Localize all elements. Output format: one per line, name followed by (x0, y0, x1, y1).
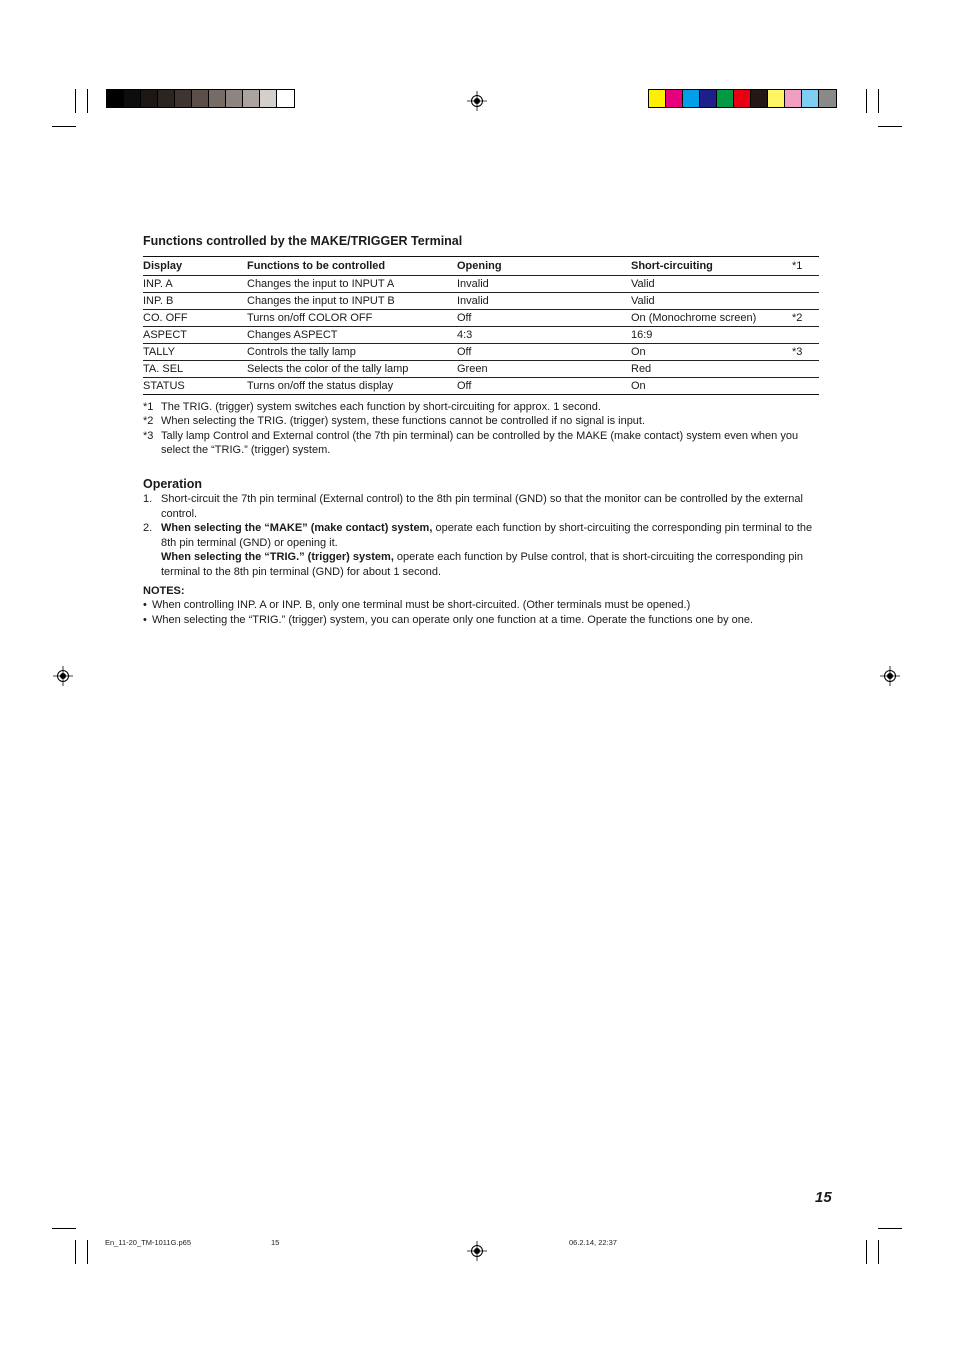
column-header: Opening (457, 257, 631, 276)
table-cell: Off (457, 310, 631, 327)
step-body (161, 521, 823, 579)
color-swatch (107, 90, 124, 107)
registration-mark-icon (467, 1241, 487, 1261)
step-text: Short-circuit the 7th pin terminal (External control) to the 8th pin terminal (GND) so that the monitor can be controlled by the external control. (161, 493, 803, 520)
table-cell (792, 378, 819, 395)
make-text: operate each function by short-circuiting the corresponding pin terminal to the 8th pin terminal (GND) or opening it. (161, 522, 813, 549)
table-cell: On (631, 344, 792, 361)
table-cell: Green (457, 361, 631, 378)
table-cell: Invalid (457, 293, 631, 310)
color-swatch (209, 90, 226, 107)
table-cell: STATUS (143, 378, 247, 395)
footnote-mark: *3 (143, 429, 154, 442)
color-swatch (819, 90, 836, 107)
table-row (143, 293, 819, 310)
column-header: Short-circuiting (631, 257, 792, 276)
step-number: 1. (143, 493, 153, 505)
table-row (143, 310, 819, 327)
crop-mark (75, 89, 76, 113)
table-cell: 4:3 (457, 327, 631, 344)
crop-mark (866, 1240, 867, 1264)
footnote-mark: *1 (143, 401, 154, 413)
table-cell: Invalid (457, 276, 631, 293)
footnote-text: When selecting the TRIG. (trigger) system, these functions cannot be controlled if no signal is input. (161, 415, 646, 428)
notes-list (143, 598, 833, 628)
table-cell: On (Monochrome screen) (631, 310, 792, 327)
footnote-text: Tally lamp Control and External control (the 7th pin terminal) can be controlled by the MAKE (make contact) system even when you select the “TRIG.” (trigger) system. (161, 429, 799, 456)
bullet: • (143, 599, 147, 611)
table-row (143, 378, 819, 395)
table-cell: TALLY (143, 344, 247, 361)
color-swatch (124, 90, 141, 107)
color-swatch (243, 90, 260, 107)
crop-mark (878, 89, 879, 113)
column-header: Display (143, 257, 247, 276)
table-cell: INP. A (143, 276, 247, 293)
color-swatch (700, 90, 717, 107)
operation-step (143, 521, 823, 579)
operation-list (143, 492, 823, 580)
table-cell: Turns on/off the status display (247, 378, 457, 395)
table-cell (792, 361, 819, 378)
table-cell: Changes the input to INPUT B (247, 293, 457, 310)
column-header: *1 (792, 257, 819, 276)
slug-file: En_11-20_TM-1011G.p65 (105, 1238, 192, 1247)
color-swatch (226, 90, 243, 107)
slug-page: 15 (271, 1238, 280, 1247)
table-row (143, 276, 819, 293)
footnote (143, 429, 823, 458)
footnote (143, 414, 823, 428)
registration-mark-icon (467, 91, 487, 111)
table-cell: *2 (792, 310, 819, 327)
functions-table (143, 256, 819, 395)
crop-mark (878, 1240, 879, 1264)
gray-scale-bar (106, 89, 295, 108)
table-cell: Off (457, 344, 631, 361)
section-title: Functions controlled by the MAKE/TRIGGER Terminal (143, 234, 463, 248)
column-header: Functions to be controlled (247, 257, 457, 276)
footnote (143, 400, 823, 414)
bullet: • (143, 614, 147, 626)
color-swatch (649, 90, 666, 107)
table-cell (792, 327, 819, 344)
crop-mark (866, 89, 867, 113)
color-swatch (768, 90, 785, 107)
crop-mark (878, 126, 902, 127)
table-cell: On (631, 378, 792, 395)
trig-text: operate each function by Pulse control, that is short-circuiting the corresponding pin terminal to the 8th pin terminal (GND) for about 1 second. (161, 551, 803, 578)
crop-mark (75, 1240, 76, 1264)
footnotes (143, 400, 823, 457)
table-cell: ASPECT (143, 327, 247, 344)
table-cell: Valid (631, 293, 792, 310)
table-cell: CO. OFF (143, 310, 247, 327)
make-paragraph (161, 521, 823, 550)
color-swatch (683, 90, 700, 107)
note-text: When controlling INP. A or INP. B, only one terminal must be short-circuited. (Other terminals must be opened.) (152, 599, 691, 611)
table-cell: Off (457, 378, 631, 395)
table-row (143, 327, 819, 344)
crop-mark (878, 1228, 902, 1229)
table-cell: Turns on/off COLOR OFF (247, 310, 457, 327)
color-bar (648, 89, 837, 108)
table-row (143, 361, 819, 378)
table-cell: INP. B (143, 293, 247, 310)
color-swatch (175, 90, 192, 107)
color-swatch (277, 90, 294, 107)
note-text: When selecting the “TRIG.” (trigger) system, you can operate only one function at a time. Operate the functions one by one. (152, 614, 754, 626)
table-cell: Changes the input to INPUT A (247, 276, 457, 293)
table-cell: Valid (631, 276, 792, 293)
table-cell (792, 276, 819, 293)
table-cell: 16:9 (631, 327, 792, 344)
color-swatch (260, 90, 277, 107)
footnote-text: The TRIG. (trigger) system switches each function by short-circuiting for approx. 1 second. (161, 401, 601, 413)
operation-title: Operation (143, 477, 203, 491)
color-swatch (802, 90, 819, 107)
table-cell: Red (631, 361, 792, 378)
table-cell: Changes ASPECT (247, 327, 457, 344)
registration-mark-icon (880, 666, 900, 686)
table-cell: Selects the color of the tally lamp (247, 361, 457, 378)
crop-mark (87, 89, 88, 113)
table-row (143, 344, 819, 361)
footnote-mark: *2 (143, 415, 154, 428)
color-swatch (751, 90, 768, 107)
table-cell (792, 293, 819, 310)
notes-title: NOTES: (143, 585, 185, 597)
operation-step (143, 492, 823, 521)
color-swatch (158, 90, 175, 107)
color-swatch (192, 90, 209, 107)
step-number: 2. (143, 522, 153, 535)
table-cell: *3 (792, 344, 819, 361)
note-item (143, 598, 833, 613)
trig-paragraph (161, 550, 823, 579)
crop-mark (52, 126, 76, 127)
table-cell: TA. SEL (143, 361, 247, 378)
page-number: 15 (815, 1189, 832, 1206)
note-item (143, 613, 833, 628)
color-swatch (734, 90, 751, 107)
slug-date: 06.2.14, 22:37 (569, 1238, 617, 1247)
make-heading: When selecting the “MAKE” (make contact) system, (161, 522, 433, 535)
color-swatch (141, 90, 158, 107)
table-header-row (143, 257, 819, 276)
color-swatch (666, 90, 683, 107)
crop-mark (52, 1228, 76, 1229)
table-cell: Controls the tally lamp (247, 344, 457, 361)
trig-heading: When selecting the “TRIG.” (trigger) system, (161, 551, 394, 564)
registration-mark-icon (53, 666, 73, 686)
color-swatch (785, 90, 802, 107)
crop-mark (87, 1240, 88, 1264)
color-swatch (717, 90, 734, 107)
